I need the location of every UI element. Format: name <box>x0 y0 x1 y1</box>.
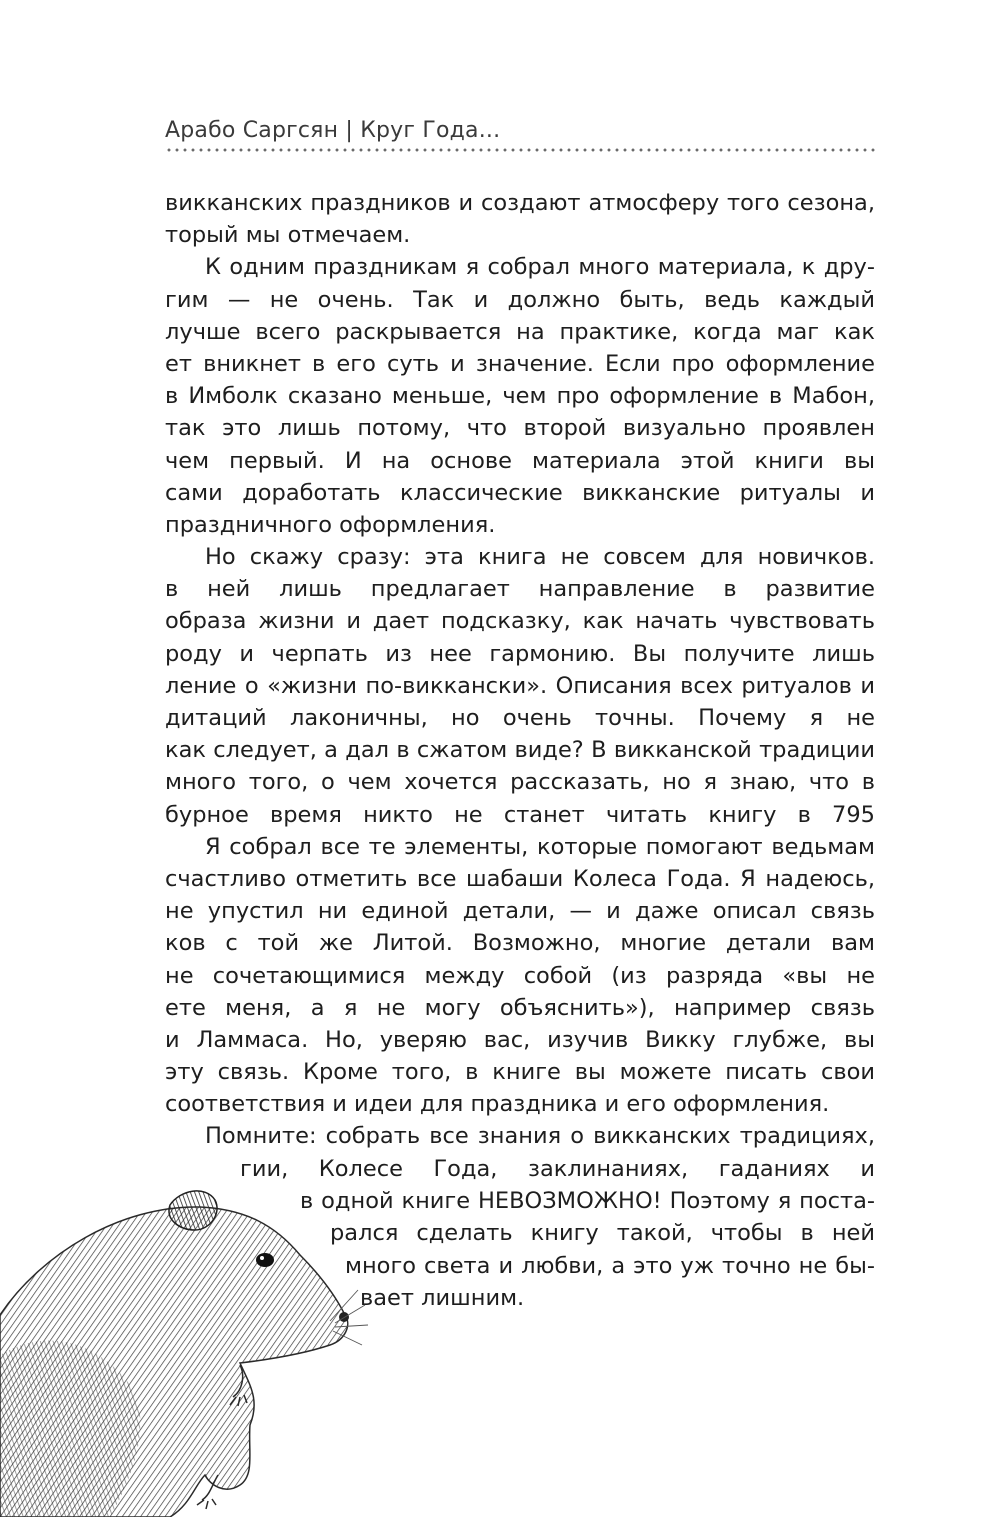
text-line: роду и черпать из нее гармонию. Вы получите лишь <box>165 640 875 667</box>
text-line: сами доработать классические викканские ритуалы и <box>165 479 875 506</box>
body-text <box>165 187 875 1311</box>
text-line-wrapped: вает лишним. <box>360 1284 525 1311</box>
text-line: ет вникнет в его суть и значение. Если про оформление <box>165 350 875 377</box>
text-line: праздничного оформления. <box>165 511 496 538</box>
text-line: ете меня, а я не могу объяснить»), например связь <box>165 994 875 1021</box>
text-line: викканских праздников и создают атмосферу того сезона, <box>165 190 875 216</box>
text-line: Но скажу сразу: эта книга не совсем для новичков. <box>205 544 875 571</box>
text-line: Помните: собрать все знания о викканских традициях, <box>205 1123 875 1150</box>
text-line: не сочетающимися между собой (из разряда «вы не <box>165 962 875 989</box>
text-line: так это лишь потому, что второй визуально проявлен <box>165 415 875 442</box>
text-line: торый мы отмечаем. <box>165 222 411 249</box>
text-line-wrapped: гии, Колесе Года, заклинаниях, гаданиях и <box>240 1156 875 1182</box>
text-line: ление о «жизни по-виккански». Описания всех ритуалов и <box>165 672 875 699</box>
text-line: как следует, а дал в сжатом виде? В викканской традиции <box>165 737 875 764</box>
text-line: не упустил ни единой детали, — и даже описал связь <box>165 898 875 925</box>
text-line: дитаций лаконичны, но очень точны. Почему я не <box>165 705 875 731</box>
text-line-wrapped: в одной книге НЕВОЗМОЖНО! Поэтому я поста- <box>300 1188 875 1215</box>
text-line: в ней лишь предлагает направление в развитие <box>165 576 875 603</box>
text-line: образа жизни и дает подсказку, как начать чувствовать <box>165 608 875 635</box>
text-line: много того, о чем хочется рассказать, но я знаю, что в <box>165 769 875 796</box>
text-line: гим — не очень. Так и должно быть, ведь каждый <box>165 286 875 313</box>
text-line: счастливо отметить все шабаши Колеса Года. Я надеюсь, <box>165 865 875 892</box>
text-line: соответствия и идеи для праздника и его оформления. <box>165 1091 830 1118</box>
text-line-wrapped: много света и любви, а это уж точно не бы- <box>345 1252 875 1279</box>
text-line: в Имболк сказано меньше, чем про оформление в Мабон, <box>165 383 875 410</box>
running-header: Арабо Саргсян | Круг Года... <box>165 118 501 143</box>
text-line: и Ламмаса. Но, уверяю вас, изучив Викку глубже, вы <box>165 1026 875 1053</box>
rat-illustration-icon <box>0 1185 370 1517</box>
text-line: эту связь. Кроме того, в книге вы можете писать свои <box>165 1059 875 1086</box>
text-line: лучше всего раскрывается на практике, когда маг как <box>165 318 875 345</box>
dotted-divider <box>165 148 875 152</box>
text-line: бурное время никто не станет читать книгу в 795 <box>165 801 875 828</box>
text-line: чем первый. И на основе материала этой книги вы <box>165 447 875 474</box>
text-line: Я собрал все те элементы, которые помогают ведьмам <box>205 833 875 860</box>
text-line: К одним праздникам я собрал много материала, к дру- <box>205 254 875 281</box>
text-line-wrapped: рался сделать книгу такой, чтобы в ней <box>330 1220 875 1247</box>
text-line: ков с той же Литой. Возможно, многие детали вам <box>165 930 875 957</box>
